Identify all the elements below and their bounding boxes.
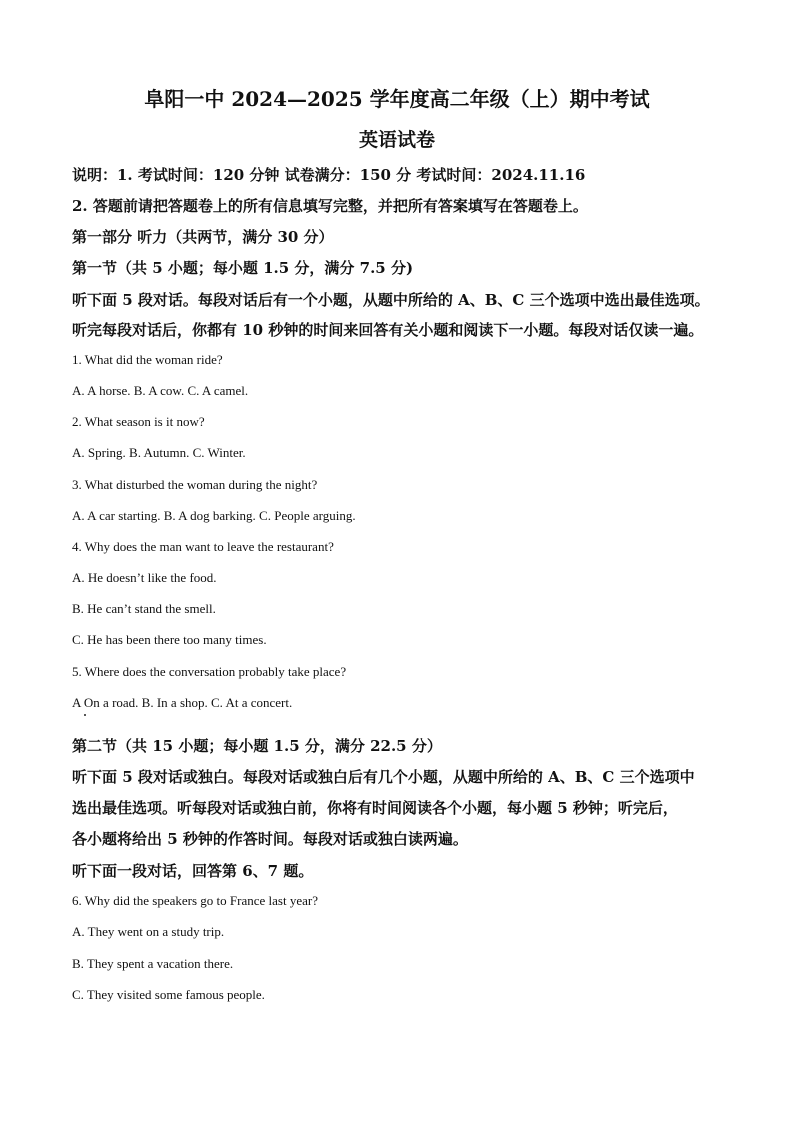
exam-title: 阜阳一中 2024—2025 学年度高二年级（上）期中考试 bbox=[144, 87, 650, 111]
question-6-option-c: C. They visited some famous people. bbox=[72, 987, 265, 1002]
section2-heading: 第二节（共 15 小题；每小题 1.5 分，满分 22.5 分） bbox=[72, 737, 442, 755]
question-4-option-b: B. He can’t stand the smell. bbox=[72, 601, 216, 616]
instructions-line-2: 2. 答题前请把答题卷上的所有信息填写完整，并把所有答案填写在答题卷上。 bbox=[72, 197, 588, 215]
section1-heading: 第一节（共 5 小题；每小题 1.5 分，满分 7.5 分) bbox=[72, 259, 414, 277]
instructions-line-1: 说明：1. 考试时间：120 分钟 试卷满分：150 分 考试时间：2024.11.16 bbox=[72, 166, 586, 184]
question-5: 5. Where does the conversation probably take place? bbox=[72, 664, 347, 679]
question-6-option-b: B. They spent a vacation there. bbox=[72, 956, 234, 971]
question-2: 2. What season is it now? bbox=[72, 414, 205, 429]
question-2-options: A. Spring. B. Autumn. C. Winter. bbox=[72, 445, 246, 460]
section2-directions-line-1: 听下面 5 段对话或独白。每段对话或独白后有几个小题，从题中所给的 A、B、C 三个选项中 bbox=[72, 768, 695, 786]
question-6: 6. Why did the speakers go to France last year? bbox=[72, 893, 318, 908]
section1-directions-line-2: 听完每段对话后，你都有 10 秒钟的时间来回答有关小题和阅读下一小题。每段对话仅读一遍。 bbox=[72, 321, 704, 339]
section1-directions-line-1: 听下面 5 段对话。每段对话后有一个小题，从题中所给的 A、B、C 三个选项中选出最佳选项。 bbox=[72, 291, 710, 309]
part1-heading: 第一部分 听力（共两节，满分 30 分） bbox=[72, 228, 334, 246]
section2-directions-line-2: 选出最佳选项。听每段对话或独白前，你将有时间阅读各个小题，每小题 5 秒钟；听完后， bbox=[72, 799, 678, 817]
question-1-options: A. A horse. B. A cow. C. A camel. bbox=[72, 383, 249, 398]
question-4-option-c: C. He has been there too many times. bbox=[72, 632, 267, 647]
question-4: 4. Why does the man want to leave the restaurant? bbox=[72, 539, 334, 554]
question-4-option-a: A. He doesn’t like the food. bbox=[72, 570, 217, 585]
question-3-options: A. A car starting. B. A dog barking. C. People arguing. bbox=[72, 508, 356, 523]
group-intro: 听下面一段对话，回答第 6、7 题。 bbox=[72, 862, 314, 880]
question-5-options: A On a road. B. In a shop. C. At a concert. bbox=[72, 695, 293, 710]
question-3: 3. What disturbed the woman during the night? bbox=[72, 477, 318, 492]
section2-directions-line-3: 各小题将给出 5 秒钟的作答时间。每段对话或独白读两遍。 bbox=[72, 830, 468, 848]
question-1: 1. What did the woman ride? bbox=[72, 352, 223, 367]
question-6-option-a: A. They went on a study trip. bbox=[72, 924, 225, 939]
exam-subtitle: 英语试卷 bbox=[358, 129, 435, 151]
stray-dot bbox=[84, 714, 86, 716]
